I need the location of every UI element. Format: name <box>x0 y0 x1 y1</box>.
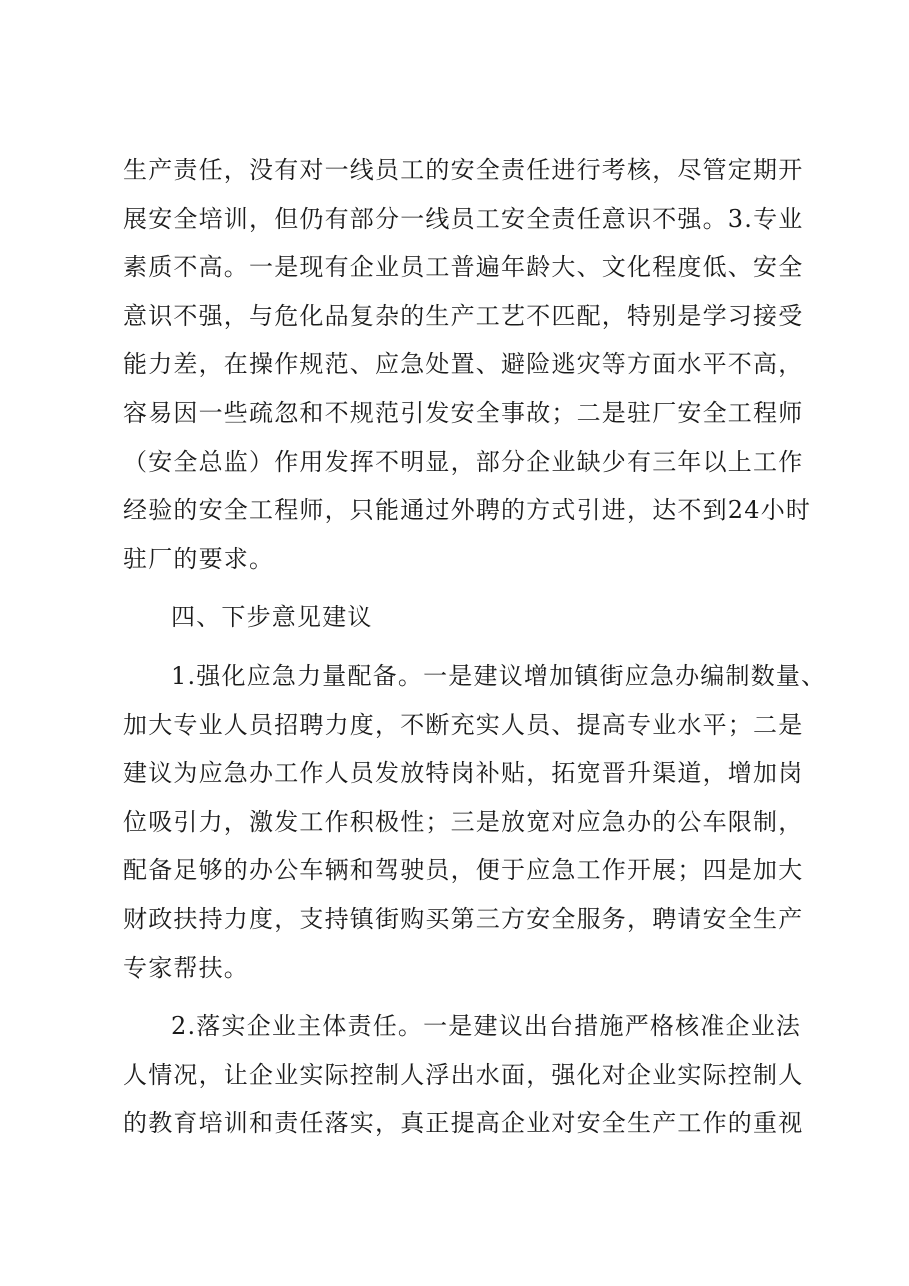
text-line: 素质不高。一是现有企业员工普遍年龄大、文化程度低、安全 <box>123 253 804 282</box>
text-line: 位吸引力，激发工作积极性；三是放宽对应急办的公车限制， <box>123 807 804 836</box>
text-line: 展安全培训，但仍有部分一线员工安全责任意识不强。3.专业 <box>123 204 804 233</box>
text-line: 生产责任，没有对一线员工的安全责任进行考核，尽管定期开 <box>123 156 804 184</box>
text-line: 加大专业人员招聘力度，不断充实人员、提高专业水平；二是 <box>123 710 804 739</box>
text-line: 驻厂的要求。 <box>123 544 275 573</box>
text-line: 人情况，让企业实际控制人浮出水面，强化对企业实际控制人 <box>123 1060 804 1089</box>
paragraph-start: 2.落实企业主体责任。一是建议出台措施严格核准企业法 <box>171 1012 802 1041</box>
text-line: 财政扶持力度，支持镇街购买第三方安全服务，聘请安全生产 <box>123 904 804 933</box>
text-line: 建议为应急办工作人员发放特岗补贴，拓宽晋升渠道，增加岗 <box>123 759 804 788</box>
paragraph-start: 1.强化应急力量配备。一是建议增加镇街应急办编制数量、 <box>171 661 827 690</box>
text-line: 容易因一些疏忽和不规范引发安全事故；二是驻厂安全工程师 <box>123 398 804 427</box>
text-line: 能力差，在操作规范、应急处置、避险逃灾等方面水平不高， <box>123 350 804 379</box>
text-line: 的教育培训和责任落实，真正提高企业对安全生产工作的重视 <box>123 1109 804 1138</box>
text-line: 配备足够的办公车辆和驾驶员，便于应急工作开展；四是加大 <box>123 856 804 885</box>
text-line: 经验的安全工程师，只能通过外聘的方式引进，达不到24小时 <box>123 496 812 525</box>
text-line: （安全总监）作用发挥不明显，部分企业缺少有三年以上工作 <box>123 447 804 476</box>
section-heading: 四、下步意见建议 <box>171 603 373 632</box>
text-line: 意识不强，与危化品复杂的生产工艺不匹配，特别是学习接受 <box>123 301 804 330</box>
body-text <box>123 146 827 1148</box>
text-line: 专家帮扶。 <box>123 953 249 982</box>
